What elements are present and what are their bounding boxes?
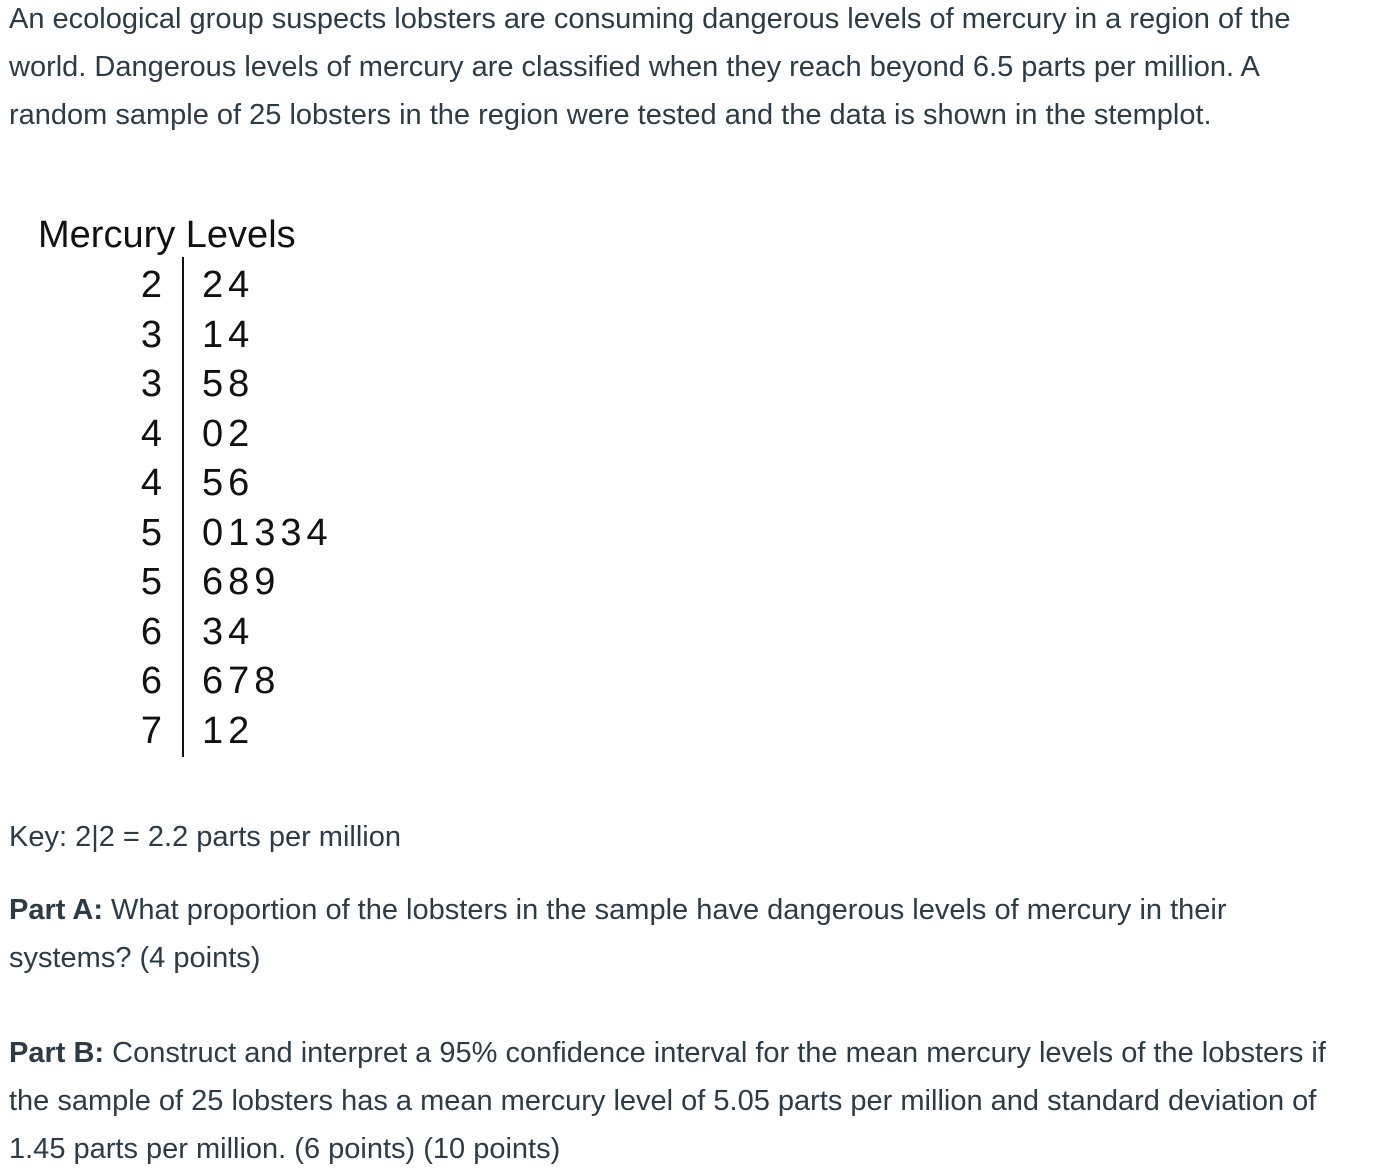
stem-value: 6 <box>140 660 162 702</box>
leaf-values: 689 <box>202 561 281 603</box>
part-a-text: What proportion of the lobsters in the sample have dangerous levels of mercury in their systems? (4 points) <box>9 894 1227 974</box>
stem-value: 5 <box>140 511 162 554</box>
stemplot-key: Key: 2|2 = 2.2 parts per million <box>9 821 401 853</box>
part-a-question <box>9 886 1354 982</box>
stem-value: 7 <box>140 709 162 752</box>
stem-value: 4 <box>140 412 162 455</box>
leaf-values: 56 <box>202 462 255 504</box>
stemplot <box>0 205 420 765</box>
stem-value: 4 <box>140 462 162 504</box>
stem-value: 2 <box>140 264 162 306</box>
leaf-values: 24 <box>202 264 255 306</box>
stem-value: 3 <box>140 363 162 405</box>
part-a-label: Part A: <box>9 894 103 926</box>
stem-value: 3 <box>140 313 162 356</box>
leaf-values: 01334 <box>202 511 333 554</box>
leaf-values: 14 <box>202 313 255 356</box>
leaf-values: 02 <box>202 412 255 455</box>
leaf-values: 678 <box>202 660 281 702</box>
stem-divider <box>182 257 184 757</box>
stem-value: 6 <box>140 610 162 653</box>
problem-intro: An ecological group suspects lobsters are consuming dangerous levels of mercury in a region of the world. Dangerous levels of mercury are classified when they reach beyond 6.5 parts per million. A random sample of 25 lobsters in the region were tested and the data is shown in the stemplot. <box>9 3 1291 131</box>
part-b-question <box>9 1029 1354 1173</box>
leaf-values: 34 <box>202 610 255 653</box>
leaf-values: 58 <box>202 363 255 405</box>
leaf-values: 12 <box>202 709 255 752</box>
part-b-label: Part B: <box>9 1037 105 1069</box>
stem-value: 5 <box>140 561 162 603</box>
stemplot-title: Mercury Levels <box>38 214 296 256</box>
part-b-text: Construct and interpret a 95% confidence interval for the mean mercury levels of the lobsters if the sample of 25 lobsters has a mean mercury level of 5.05 parts per million and standard deviation of 1.45 parts per million. (6 points) (10 points) <box>9 1037 1326 1165</box>
